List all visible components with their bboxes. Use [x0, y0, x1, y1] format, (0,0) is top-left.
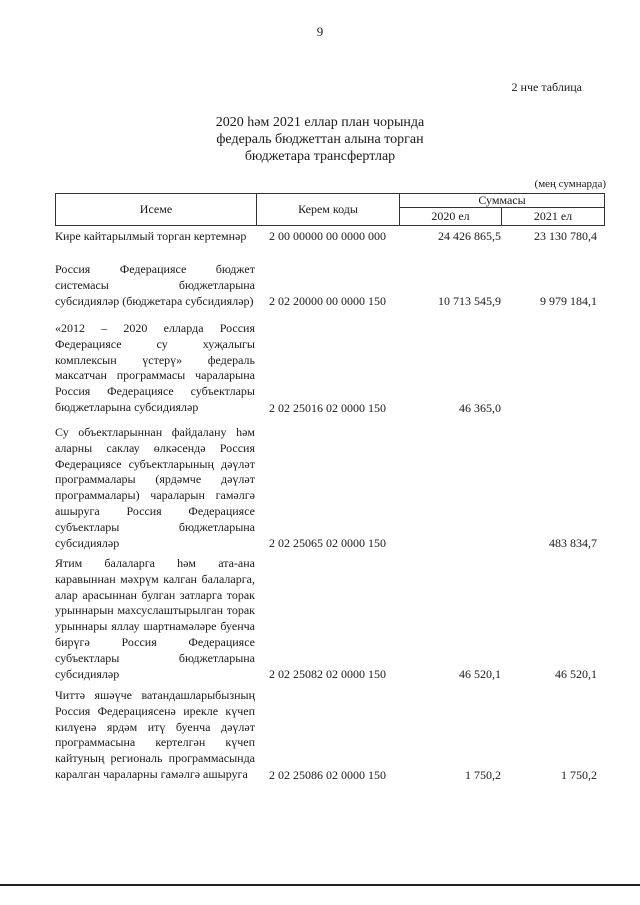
row-code: 2 02 25086 02 0000 150	[269, 767, 386, 782]
row-value-2021: 9 979 184,1	[540, 294, 597, 309]
row-value-2021: 23 130 780,4	[534, 229, 597, 243]
table-row	[55, 321, 605, 416]
table-row	[55, 229, 605, 244]
table-row	[55, 556, 605, 682]
row-name: Су объектларыннан файдалану һәм аларны саклау өлкәсендә Россия Федерациясе субъектларының дәүләт программалары (ярдәмче дәүләт программалары) чараларын гамәлгә ашыруга Россия Федерациясе субъектлары бюджетларына субсидияләр	[55, 425, 255, 550]
table-label: 2 нче таблица	[511, 80, 582, 94]
row-code: 2 02 25065 02 0000 150	[269, 536, 386, 551]
table-row	[55, 425, 605, 551]
header-code: Керем коды	[257, 194, 400, 225]
row-name: Кире кайтарылмый торган кертемнәр	[55, 229, 247, 243]
title-line-3: бюджетара трансфертлар	[244, 149, 396, 164]
title-line-2: федераль бюджеттан алына торган	[216, 132, 424, 147]
row-code: 2 00 00000 00 0000 000	[269, 229, 386, 243]
document-title	[0, 114, 640, 165]
page-number: 9	[316, 24, 324, 39]
table-row	[55, 688, 605, 783]
row-name: «2012 – 2020 елларда Россия Федерациясе су хуҗалыгы комплексын үстерү» федераль максатчан программасы чараларына Россия Федерациясе субъектлары бюджетларына субсидияләр	[55, 321, 255, 414]
header-sums: Суммасы	[400, 194, 604, 208]
row-code: 2 02 25082 02 0000 150	[269, 667, 386, 682]
table-header	[55, 193, 605, 226]
row-value-2021: 483 834,7	[549, 536, 597, 551]
row-name: Читтә яшәүче ватандашларыбызның Россия Федерациясенә ирекле күчеп килүенә ярдәм итү буенча дәүләт программасына кертелгән күчеп кайтуның региональ программасында каралган чараларны гамәлгә ашыруга	[55, 688, 255, 781]
row-value-2020: 1 750,2	[465, 767, 501, 782]
row-name: Ятим балаларга һәм ата-ана каравыннан мәхрүм калган балаларга, алар арасыннан булган затларга торак урыннарын махсуслаштырылган торак урыннары яллау шартнамәләре буенча бирүгә Россия Федерациясе субъектлары бюджетларына субсидияләр	[55, 556, 255, 681]
header-year-2021: 2021 ел	[533, 209, 573, 223]
row-name: Россия Федерациясе бюджет системасы бюджетларына субсидияләр (бюджетара субсидияләр)	[55, 262, 255, 308]
row-value-2020: 10 713 545,9	[438, 294, 501, 309]
header-name: Исеме	[56, 194, 257, 225]
title-line-1: 2020 һәм 2021 еллар план чорында	[215, 115, 425, 130]
row-value-2021: 1 750,2	[561, 767, 597, 782]
page-bottom-edge	[0, 884, 640, 886]
row-value-2020: 46 520,1	[459, 667, 501, 682]
row-value-2020: 46 365,0	[459, 400, 501, 415]
row-value-2021: 46 520,1	[555, 667, 597, 682]
table-row	[55, 262, 605, 309]
row-value-2020: 24 426 865,5	[438, 229, 501, 243]
row-code: 2 02 20000 00 0000 150	[269, 294, 386, 309]
row-code: 2 02 25016 02 0000 150	[269, 400, 386, 415]
header-year-2020: 2020 ел	[400, 208, 502, 225]
units-note: (мең сумнарда)	[534, 178, 606, 190]
